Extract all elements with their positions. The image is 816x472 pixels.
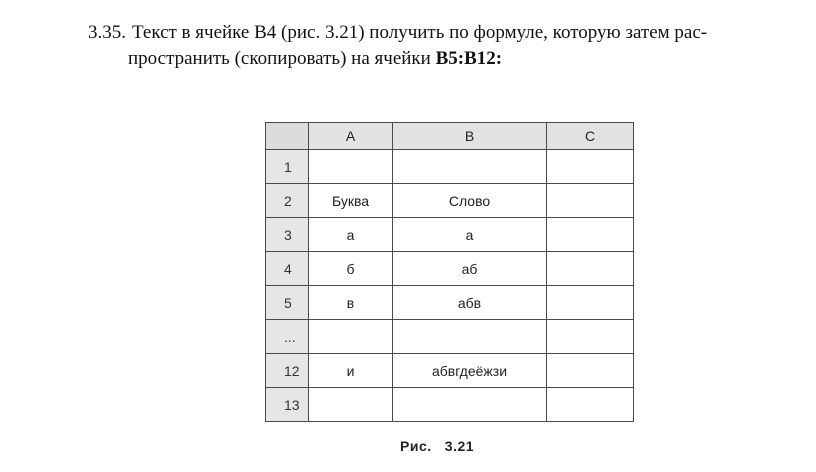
table-row <box>266 184 634 218</box>
cell-b <box>393 388 547 422</box>
cell-b: абв <box>393 286 547 320</box>
cell-a: б <box>309 252 393 286</box>
column-header-a: A <box>309 123 393 150</box>
table-row <box>266 218 634 252</box>
figure-caption: Рис. 3.21 <box>400 438 475 454</box>
cell-c <box>547 252 634 286</box>
corner-cell <box>266 123 309 150</box>
table-row <box>266 354 634 388</box>
cell-range-reference: B5:B12: <box>435 48 503 69</box>
problem-text-line-2: пространить (скопировать) на ячейки <box>128 48 431 69</box>
row-header: 3 <box>266 218 309 252</box>
cell-c <box>547 184 634 218</box>
cell-a: в <box>309 286 393 320</box>
cell-b <box>393 150 547 184</box>
row-header: 1 <box>266 150 309 184</box>
table-row <box>266 320 634 354</box>
cell-c <box>547 150 634 184</box>
table-row <box>266 388 634 422</box>
row-header: 13 <box>266 388 309 422</box>
cell-a: а <box>309 218 393 252</box>
cell-c <box>547 354 634 388</box>
cell-a <box>309 150 393 184</box>
cell-b: Слово <box>393 184 547 218</box>
cell-a <box>309 320 393 354</box>
row-header: ... <box>266 320 309 354</box>
problem-statement <box>88 20 803 72</box>
cell-c <box>547 218 634 252</box>
spreadsheet-figure <box>265 122 634 422</box>
row-header: 5 <box>266 286 309 320</box>
cell-b: аб <box>393 252 547 286</box>
cell-a: и <box>309 354 393 388</box>
cell-b <box>393 320 547 354</box>
column-header-b: B <box>393 123 547 150</box>
table-row <box>266 286 634 320</box>
cell-b: а <box>393 218 547 252</box>
problem-text-line-1: Текст в ячейке B4 (рис. 3.21) получить по формуле, которую затем рас- <box>132 22 708 43</box>
row-header: 4 <box>266 252 309 286</box>
column-header-c: C <box>547 123 634 150</box>
column-header-row <box>266 123 634 150</box>
row-header: 12 <box>266 354 309 388</box>
cell-c <box>547 320 634 354</box>
table-row <box>266 150 634 184</box>
cell-c <box>547 388 634 422</box>
problem-number: 3.35. <box>88 22 126 43</box>
cell-a: Буква <box>309 184 393 218</box>
table-row <box>266 252 634 286</box>
cell-a <box>309 388 393 422</box>
row-header: 2 <box>266 184 309 218</box>
cell-c <box>547 286 634 320</box>
problem-line-1 <box>88 20 803 46</box>
cell-b: абвгдеёжзи <box>393 354 547 388</box>
problem-line-2 <box>88 46 803 72</box>
